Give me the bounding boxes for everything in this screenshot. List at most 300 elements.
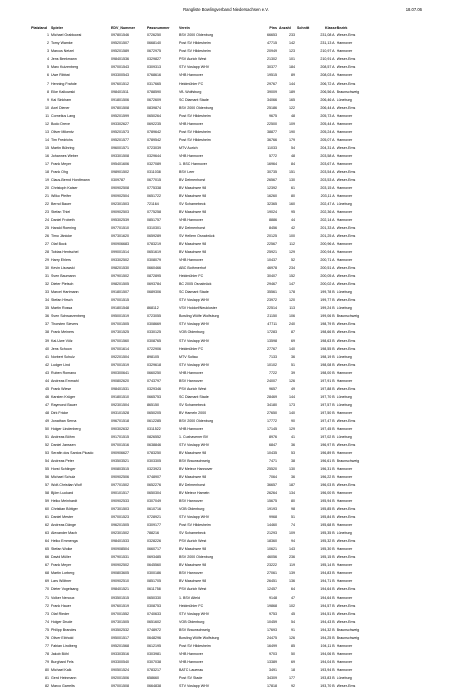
- edv-number-cell: 097001560: [111, 338, 129, 343]
- club-cell: BV Maschsee 98: [179, 242, 207, 247]
- edv-number-cell: 092001506: [111, 675, 129, 680]
- club-cell: PSV Aurich West: [179, 57, 207, 62]
- pins-cell: 15675: [267, 499, 277, 504]
- rank-cell: 37: [45, 322, 49, 327]
- average-cell: 199,77 B: [320, 298, 335, 303]
- pass-number-cell: 0317665: [147, 81, 161, 86]
- pins-cell: 27767: [267, 346, 277, 351]
- edv-number-cell: 097001519: [111, 362, 129, 367]
- table-row: [27, 185, 377, 193]
- table-body: [27, 32, 377, 691]
- rank-cell: 20: [45, 185, 49, 190]
- district-cell: Hannover: [336, 491, 353, 496]
- player-cell: Thorsten Sievers: [51, 322, 79, 327]
- club-cell: SV Schamebeck: [179, 402, 206, 407]
- table-row: [27, 112, 377, 120]
- player-cell: Dieter Vogelsang: [51, 587, 79, 592]
- table-row: [27, 193, 377, 201]
- table-row: [27, 578, 377, 586]
- district-cell: Braunschweig: [336, 314, 360, 319]
- table-row: [27, 137, 377, 145]
- table-row: [27, 482, 377, 490]
- club-cell: BSV Leer: [179, 169, 195, 174]
- count-cell: 36: [291, 442, 295, 447]
- district-cell: Weser-Ems: [336, 274, 356, 279]
- table-row: [27, 626, 377, 634]
- pins-cell: 26451: [267, 579, 277, 584]
- pins-cell: 19868: [267, 603, 277, 608]
- player-cell: Sven Baumann: [51, 274, 76, 279]
- average-cell: 200,51 A: [320, 266, 335, 271]
- player-cell: Kai Sinkham: [51, 97, 72, 102]
- count-cell: 61: [291, 185, 295, 190]
- pass-number-cell: 0327089: [147, 161, 161, 166]
- rank-cell: 40: [45, 346, 49, 351]
- average-cell: 196,61 B: [320, 458, 335, 463]
- average-cell: 205,73 A: [320, 113, 335, 118]
- pass-number-cell: 0300186: [147, 571, 161, 576]
- count-cell: 240: [289, 322, 295, 327]
- club-cell: VHB Hannover: [179, 153, 203, 158]
- district-cell: Weser-Ems: [336, 177, 356, 182]
- average-cell: 194,57 B: [320, 603, 335, 608]
- pins-cell: 66653: [267, 33, 277, 38]
- average-cell: 196,22 B: [320, 475, 335, 480]
- pass-number-cell: 0308765: [147, 338, 161, 343]
- average-cell: 231,08 A: [320, 33, 335, 38]
- edv-number-cell: 092301502: [111, 531, 129, 536]
- rank-cell: 51: [45, 434, 49, 439]
- table-row: [27, 249, 377, 257]
- average-cell: 195,32 B: [320, 539, 335, 544]
- count-cell: 52: [291, 258, 295, 263]
- edv-number-cell: 093301508: [111, 153, 129, 158]
- count-cell: 48: [291, 113, 295, 118]
- pass-number-cell: 0659289: [147, 234, 161, 239]
- rank-cell: 64: [45, 539, 49, 544]
- district-cell: Weser-Ems: [336, 515, 356, 520]
- district-cell: Lüneburg: [336, 394, 352, 399]
- district-cell: Weser-Ems: [336, 169, 356, 174]
- club-cell: VHB Hannover: [179, 218, 203, 223]
- club-cell: BV Maschsee 98: [179, 475, 207, 480]
- pass-number-cell: 0323923: [147, 467, 161, 471]
- column-header: Verein: [179, 26, 190, 30]
- pass-number-cell: 0308669: [147, 322, 161, 327]
- pass-number-cell: 0310301: [147, 226, 161, 231]
- district-cell: Lüneburg: [336, 290, 352, 295]
- pass-number-cell: 0329827: [147, 57, 161, 62]
- club-cell: BSV 2000 Oldenburg: [179, 33, 213, 38]
- table-row: [27, 321, 377, 329]
- pins-cell: 21302: [267, 57, 277, 62]
- player-cell: Serafin dos Santos Picado: [51, 450, 94, 455]
- table-row: [27, 297, 377, 305]
- pins-cell: 19193: [267, 507, 277, 512]
- edv-number-cell: 090902502: [111, 563, 129, 568]
- club-cell: MTV Aurich: [179, 145, 198, 150]
- count-cell: 42: [291, 226, 295, 231]
- pass-number-cell: 0668140: [147, 41, 161, 46]
- club-cell: STV Voslapp WHV: [179, 322, 210, 327]
- club-cell: BSV Hannover: [179, 499, 203, 504]
- average-cell: 197,50 B: [320, 410, 335, 415]
- player-cell: Lars Wöltner: [51, 579, 72, 584]
- pins-cell: 10102: [267, 362, 277, 367]
- edv-number-cell: 091801507: [111, 290, 129, 295]
- average-cell: 193,83 B: [320, 675, 335, 680]
- player-cell: Volker Nenoux: [51, 595, 75, 600]
- district-cell: Weser-Ems: [336, 362, 356, 367]
- table-row: [27, 153, 377, 161]
- club-cell: VHB Hannover: [179, 426, 203, 431]
- table-row: [27, 442, 377, 450]
- club-cell: VHB Hannover: [179, 659, 203, 664]
- player-cell: Andreas Emmahl: [51, 378, 79, 383]
- pass-number-cell: 788216: [147, 531, 159, 536]
- edv-number-cell: 093503521: [111, 458, 129, 463]
- district-cell: Lüneburg: [336, 201, 352, 206]
- player-cell: Sven Schwarzenberg: [51, 314, 86, 319]
- count-cell: 160: [289, 201, 295, 206]
- edv-number-cell: 097001515: [111, 298, 129, 303]
- pins-cell: 21150: [267, 314, 277, 319]
- edv-number-cell: 090902508: [111, 185, 129, 190]
- pass-number-cell: 0740633: [147, 611, 161, 616]
- count-cell: 69: [291, 659, 295, 664]
- count-cell: 189: [289, 89, 295, 94]
- club-cell: STV Voslapp WHV: [179, 338, 210, 343]
- player-cell: Marco Garrelts: [51, 683, 75, 688]
- district-cell: Weser-Ems: [336, 322, 356, 327]
- pass-number-cell: 0726250: [147, 33, 161, 38]
- district-cell: Weser-Ems: [336, 483, 356, 488]
- average-cell: 199,78 B: [320, 290, 335, 295]
- count-cell: 53: [291, 450, 295, 455]
- rank-cell: 27: [45, 242, 49, 247]
- rank-cell: 43: [45, 370, 49, 375]
- rank-cell: 47: [45, 402, 49, 407]
- average-cell: 205,24 A: [320, 129, 335, 134]
- player-cell: Daniel Frobeth: [51, 218, 75, 223]
- district-cell: Weser-Ems: [336, 603, 356, 608]
- pins-cell: 7133: [269, 354, 277, 359]
- district-cell: Lüneburg: [336, 97, 352, 102]
- edv-number-cell: 098401521: [111, 587, 129, 592]
- average-cell: 203,58 A: [320, 153, 335, 158]
- count-cell: 177: [289, 675, 295, 680]
- average-cell: 203,67 A: [320, 161, 335, 166]
- average-cell: 196,00 B: [320, 491, 335, 496]
- pass-number-cell: 0789642: [147, 129, 161, 134]
- club-cell: VSV Holdorf/Neukloster: [179, 306, 217, 311]
- average-cell: 196,89 B: [320, 450, 335, 455]
- district-cell: Hannover: [336, 185, 353, 190]
- edv-number-cell: 090902510: [111, 579, 129, 584]
- rank-cell: 17: [45, 161, 49, 166]
- pins-cell: 22567: [267, 242, 277, 247]
- table-row: [27, 530, 377, 538]
- pins-cell: 23972: [267, 298, 277, 303]
- table-row: [27, 88, 377, 96]
- edv-number-cell: 090906683: [111, 242, 129, 247]
- district-cell: Weser-Ems: [336, 555, 356, 560]
- pass-number-cell: 0611758: [147, 587, 161, 592]
- table-row: [27, 570, 377, 578]
- district-cell: Weser-Ems: [336, 386, 356, 391]
- edv-number-cell: 097301505: [111, 619, 129, 624]
- average-cell: 194,51 B: [320, 611, 335, 616]
- count-cell: 80: [291, 499, 295, 504]
- count-cell: 38: [291, 458, 295, 463]
- pins-cell: 9657: [269, 386, 277, 391]
- pins-cell: 19515: [267, 73, 277, 78]
- count-cell: 64: [291, 587, 295, 592]
- district-cell: Weser-Ems: [336, 619, 356, 624]
- club-cell: Post SV Stade: [179, 675, 203, 680]
- pass-number-cell: 0308079: [147, 258, 161, 263]
- pins-cell: 19024: [267, 210, 277, 214]
- district-cell: Weser-Ems: [336, 226, 356, 231]
- table-row: [27, 161, 377, 169]
- pins-cell: 6847: [269, 442, 277, 447]
- count-cell: 92: [291, 683, 295, 688]
- average-cell: 197,88 B: [320, 386, 335, 391]
- table-row: [27, 594, 377, 602]
- count-cell: 234: [289, 266, 295, 271]
- pins-cell: 46056: [267, 555, 277, 560]
- count-cell: 190: [289, 129, 295, 134]
- rank-cell: 19: [45, 177, 49, 182]
- average-cell: 231,13 A: [320, 41, 335, 46]
- table-row: [27, 177, 377, 185]
- count-cell: 90: [291, 418, 295, 423]
- edv-number-cell: 090908504: [111, 547, 129, 552]
- edv-number-cell: 095201573: [111, 129, 129, 134]
- table-row: [27, 546, 377, 554]
- club-cell: VHB Hannover: [179, 651, 203, 656]
- average-cell: 206,56 A: [320, 89, 335, 94]
- pass-number-cell: 0660250: [147, 370, 161, 375]
- count-cell: 44: [291, 218, 295, 223]
- average-cell: 195,85 B: [320, 507, 335, 512]
- count-cell: 51: [291, 362, 295, 367]
- pass-number-cell: 0311038: [147, 169, 161, 174]
- pass-number-cell: 0650304: [147, 491, 161, 496]
- edv-number-cell: 095201568: [111, 643, 129, 648]
- district-cell: Lüneburg: [336, 306, 352, 311]
- table-row: [27, 434, 377, 442]
- rank-cell: 66: [45, 555, 49, 560]
- player-cell: Jakob Böhl: [51, 651, 69, 656]
- edv-number-cell: 092301504: [111, 402, 129, 407]
- rank-cell: 68: [45, 571, 49, 576]
- rank-cell: 67: [45, 563, 49, 568]
- player-cell: Frank Ohg: [51, 169, 68, 174]
- count-cell: 143: [289, 547, 295, 552]
- player-cell: Tobias Hentschel: [51, 250, 79, 255]
- district-cell: Braunschweig: [336, 635, 360, 640]
- average-cell: 194,32 B: [320, 627, 335, 632]
- table-row: [27, 209, 377, 217]
- edv-number-cell: 097801508: [111, 105, 129, 110]
- table-row: [27, 72, 377, 80]
- table-row: [27, 385, 377, 393]
- count-cell: 113: [289, 306, 295, 311]
- average-cell: 195,14 B: [320, 563, 335, 568]
- player-cell: Bernd Bauer: [51, 201, 72, 206]
- rank-cell: 31: [45, 274, 49, 279]
- count-cell: 39: [291, 370, 295, 375]
- club-cell: Post SV Hildesheim: [179, 523, 211, 528]
- district-cell: Weser-Ems: [336, 81, 356, 86]
- district-cell: Hannover: [336, 370, 353, 375]
- average-cell: 194,64 B: [320, 587, 335, 592]
- district-cell: Hannover: [336, 41, 353, 46]
- count-cell: 112: [289, 242, 295, 247]
- club-cell: PSV Aurich West: [179, 539, 207, 544]
- count-cell: 84: [291, 161, 295, 166]
- pass-number-cell: 0650264: [147, 113, 161, 118]
- edv-number-cell: 097301620: [111, 234, 129, 239]
- pins-cell: 36766: [267, 137, 277, 142]
- player-cell: Heiko Meinhardt: [51, 499, 78, 504]
- player-cell: Holger Drude: [51, 619, 73, 624]
- rank-cell: 36: [45, 314, 49, 319]
- rank-cell: 29: [45, 258, 49, 263]
- pass-number-cell: 0722906: [147, 346, 161, 351]
- pass-number-cell: 0651619: [147, 250, 161, 255]
- rank-cell: 34: [45, 298, 49, 303]
- average-cell: 198,79 B: [320, 322, 335, 327]
- count-cell: 151: [289, 169, 295, 174]
- rank-cell: 45: [45, 386, 49, 391]
- average-cell: 210,91 A: [320, 57, 335, 62]
- player-cell: Jonathan Serna: [51, 418, 77, 423]
- table-row: [27, 48, 377, 56]
- district-cell: Hannover: [336, 161, 353, 166]
- pass-number-cell: 0743797: [147, 378, 161, 383]
- pins-cell: 36657: [267, 483, 277, 488]
- club-cell: BV Maschsee 98: [179, 579, 207, 584]
- player-cell: Stefan Hirsch: [51, 298, 73, 303]
- table-row: [27, 683, 377, 691]
- club-cell: SV Schamebeck: [179, 531, 206, 536]
- column-header: Schnitt: [297, 26, 310, 30]
- count-cell: 123: [289, 49, 295, 54]
- average-cell: 195,30 B: [320, 547, 335, 552]
- pass-number-cell: 0789542: [147, 137, 161, 142]
- pins-cell: 13389: [267, 659, 277, 664]
- district-cell: Hannover: [336, 523, 353, 528]
- table-row: [27, 104, 377, 112]
- count-cell: 91: [291, 627, 295, 632]
- table-row: [27, 145, 377, 153]
- edv-number-cell: 095201577: [111, 137, 129, 142]
- pass-number-cell: 0651722: [147, 193, 161, 198]
- count-cell: 80: [291, 193, 295, 198]
- table-row: [27, 305, 377, 313]
- edv-number-cell: 091701515: [111, 434, 129, 439]
- count-cell: 48: [291, 153, 295, 158]
- player-cell: Stefan Thiel: [51, 210, 71, 214]
- pins-cell: 5772: [269, 153, 277, 158]
- count-cell: 139: [289, 571, 295, 576]
- pins-cell: 34180: [267, 402, 277, 407]
- count-cell: 130: [289, 467, 295, 471]
- table-row: [27, 426, 377, 434]
- district-cell: Hannover: [336, 137, 353, 142]
- club-cell: Heidmühler FC: [179, 603, 204, 608]
- player-cell: Marc Kuizenberg: [51, 65, 79, 70]
- player-cell: Olaf Bock: [51, 242, 67, 247]
- club-cell: STV Voslapp WHV: [179, 611, 210, 616]
- player-cell: Eike Kalkowski: [51, 89, 75, 94]
- rank-cell: 38: [45, 330, 49, 335]
- player-cell: Frank Meiners: [51, 330, 74, 335]
- club-cell: STV Voslapp WHV: [179, 515, 210, 520]
- player-cell: Burghard Fels: [51, 659, 74, 664]
- district-cell: Hannover: [336, 571, 353, 576]
- player-cell: Ruben Romano: [51, 370, 77, 375]
- pins-cell: 7722: [269, 370, 277, 375]
- count-cell: 41: [291, 434, 295, 439]
- district-cell: Hannover: [336, 218, 353, 223]
- club-cell: Bowling Wölfe Wolfsburg: [179, 635, 219, 640]
- table-row: [27, 265, 377, 273]
- edv-number-cell: 095302539: [111, 218, 129, 223]
- rank-cell: 9: [47, 97, 49, 102]
- pass-number-cell: 0851757: [147, 218, 161, 223]
- table-row: [27, 241, 377, 249]
- average-cell: 204,31 A: [320, 145, 335, 150]
- rank-cell: 2: [47, 41, 49, 46]
- rank-cell: 62: [45, 523, 49, 528]
- table-row: [27, 128, 377, 136]
- pins-cell: 29767: [267, 81, 277, 86]
- count-cell: 74: [291, 523, 295, 528]
- edv-number-cell: 095201589: [111, 49, 129, 54]
- district-cell: Hannover: [336, 595, 353, 600]
- average-cell: 206,72 A: [320, 81, 335, 86]
- average-cell: 194,71 B: [320, 579, 335, 584]
- rank-cell: 4: [47, 57, 49, 62]
- average-cell: 194,04 B: [320, 659, 335, 664]
- edv-number-cell: 097301503: [111, 507, 129, 512]
- table-row: [27, 345, 377, 353]
- player-cell: Andreas Peter: [51, 458, 74, 463]
- table-row: [27, 634, 377, 642]
- club-cell: BV Maschsee 98: [179, 210, 207, 214]
- district-cell: Hannover: [336, 242, 353, 247]
- club-cell: Post SV Hildesheim: [179, 113, 211, 118]
- club-cell: BV Maschsee 98: [179, 450, 207, 455]
- edv-number-cell: 092201504: [111, 354, 129, 359]
- pins-cell: 47715: [267, 41, 277, 46]
- edv-number-cell: 097001516: [111, 442, 129, 447]
- rank-cell: 49: [45, 418, 49, 423]
- club-cell: BV Maschsee 98: [179, 185, 207, 190]
- district-cell: Hannover: [336, 258, 353, 263]
- rank-cell: 33: [45, 290, 49, 295]
- average-cell: 194,25 B: [320, 635, 335, 640]
- rank-cell: 25: [45, 226, 49, 231]
- count-cell: 49: [291, 386, 295, 391]
- edv-number-cell: 097901502: [111, 274, 129, 279]
- table-row: [27, 329, 377, 337]
- pins-cell: 47711: [267, 322, 277, 327]
- edv-number-cell: 098401531: [111, 386, 129, 391]
